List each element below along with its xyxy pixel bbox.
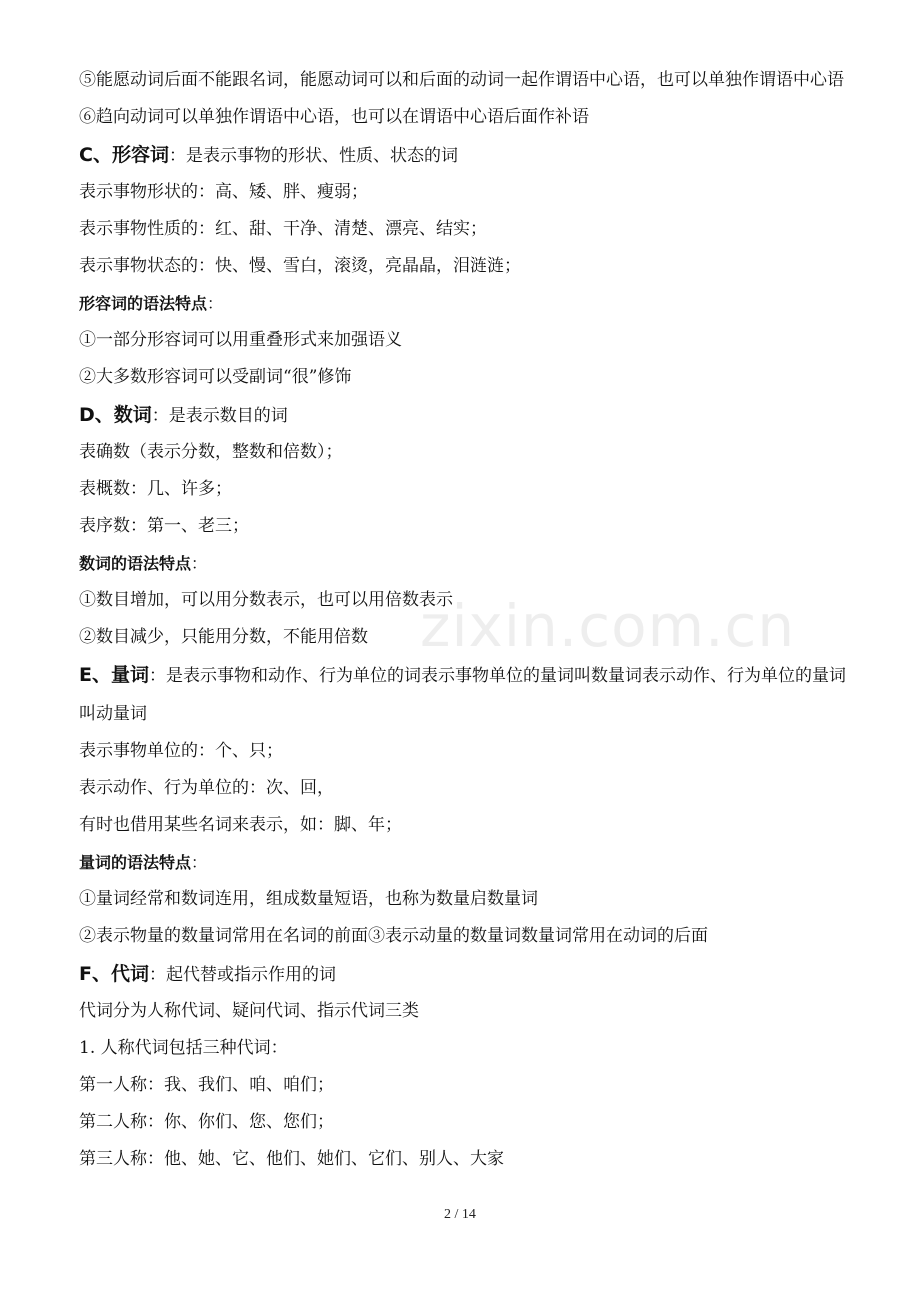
list-item: 有时也借用某些名词来表示，如：脚、年； [79,815,402,835]
section-heading-measure-words [79,656,849,733]
subheading-colon: ： [191,554,208,573]
section-description: ：是表示事物和动作、行为单位的词表示事物单位的量词叫数量词表示动作、行为单位的量词叫动量词 [79,666,846,724]
feature-item: ②表示物量的数量词常用在名词的前面③表示动量的数量词数量词常用在动词的后面 [79,926,708,946]
list-item: 第三人称：他、她、它、他们、她们、它们、别人、大家 [79,1149,504,1169]
subheading-colon: ： [191,853,208,872]
section-heading-pronouns [79,955,849,993]
subheading-colon: ： [207,294,224,313]
paragraph-modal-verbs: ⑤能愿动词后面不能跟名词，能愿动词可以和后面的动词一起作谓语中心语，也可以单独作谓语中心语 [79,70,844,90]
list-item: 表示事物状态的：快、慢、雪白，滚烫，亮晶晶，泪涟涟； [79,256,521,276]
section-description: ：是表示事物的形状、性质、状态的词 [168,146,458,166]
subheading-grammar-features [79,844,849,881]
list-item: 表概数：几、许多； [79,479,232,499]
list-item: 表示事物单位的：个、只； [79,741,283,761]
subheading-grammar-features [79,285,849,322]
feature-item: ①数目增加，可以用分数表示，也可以用倍数表示 [79,590,453,610]
section-label: C、形容词 [79,144,169,166]
section-label: F、代词 [79,963,149,985]
list-item: 第一人称：我、我们、咱、咱们； [79,1075,334,1095]
feature-item: ①量词经常和数词连用，组成数量短语，也称为数量启数量词 [79,889,538,909]
list-item: 第二人称：你、你们、您、您们； [79,1112,334,1132]
list-item: 表序数：第一、老三； [79,516,249,536]
list-item: 1. 人称代词包括三种代词： [79,1038,288,1058]
document-body [79,62,849,1178]
list-item: 表示事物形状的：高、矮、胖、瘦弱； [79,182,368,202]
watermark: zixin.com.cn [420,592,796,660]
section-description: ：起代替或指示作用的词 [148,965,336,985]
subheading-text: 形容词的语法特点 [79,294,208,313]
subheading-text: 数词的语法特点 [79,554,192,573]
subheading-grammar-features [79,545,849,582]
section-heading-adjectives [79,136,849,174]
list-item: 代词分为人称代词、疑问代词、指示代词三类 [79,1001,419,1021]
section-label: D、数词 [79,404,152,426]
page-number: 2 / 14 [444,1207,476,1222]
section-description: ：是表示数目的词 [151,406,288,426]
feature-item: ②大多数形容词可以受副词“很”修饰 [79,367,352,387]
list-item: 表示动作、行为单位的：次、回， [79,778,334,798]
feature-item: ①一部分形容词可以用重叠形式来加强语义 [79,330,402,350]
section-label: E、量词 [79,664,149,686]
list-item: 表确数（表示分数，整数和倍数）； [79,442,343,462]
list-item: 表示事物性质的：红、甜、干净、清楚、漂亮、结实； [79,219,487,239]
section-heading-numerals [79,396,849,434]
paragraph-directional-verbs: ⑥趋向动词可以单独作谓语中心语，也可以在谓语中心语后面作补语 [79,107,589,127]
feature-item: ②数目减少，只能用分数，不能用倍数 [79,627,368,647]
subheading-text: 量词的语法特点 [79,853,192,872]
